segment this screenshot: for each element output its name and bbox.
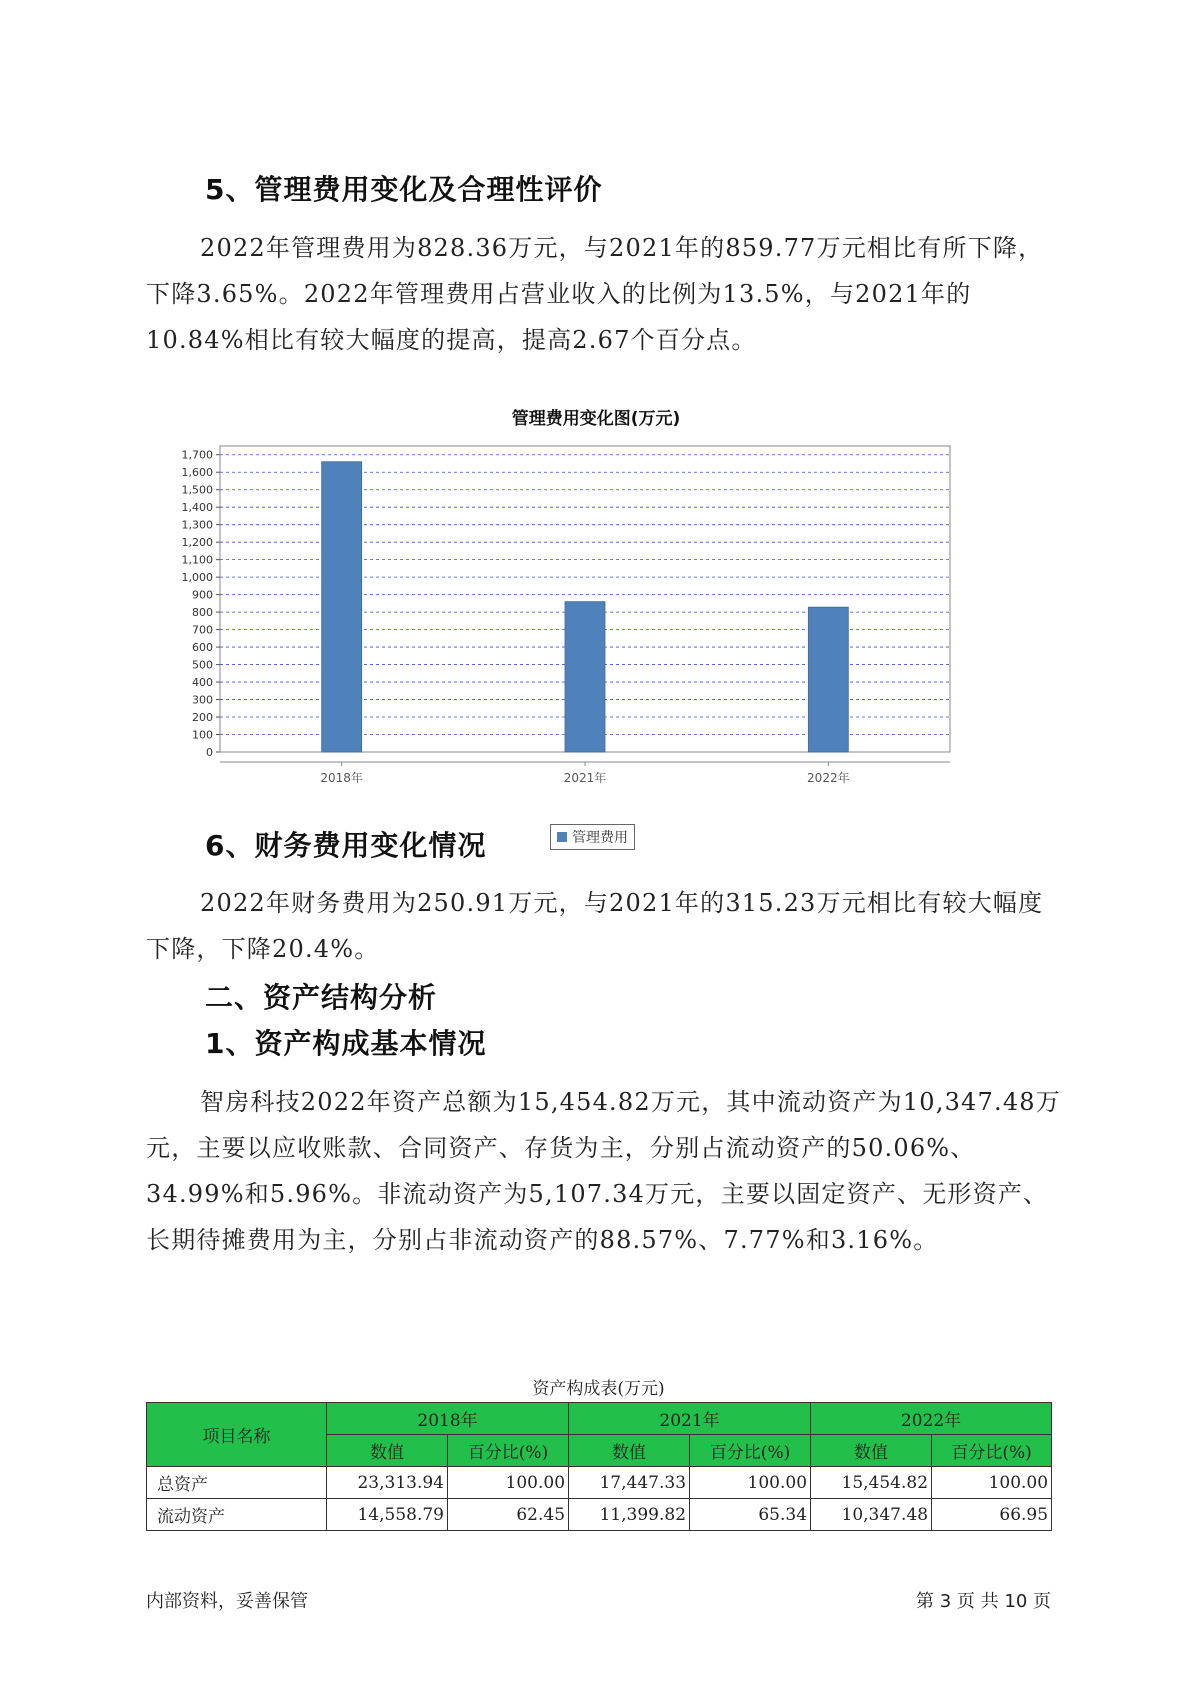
legend-swatch bbox=[557, 832, 567, 842]
cell-value: 10,347.48 bbox=[811, 1499, 932, 1531]
cell-value: 14,558.79 bbox=[327, 1499, 448, 1531]
bar bbox=[808, 607, 848, 752]
header-year: 2021年 bbox=[569, 1403, 811, 1435]
legend-label: 管理费用 bbox=[572, 830, 628, 846]
y-tick-label: 200 bbox=[192, 711, 213, 725]
y-tick-label: 1,300 bbox=[181, 518, 213, 532]
header-year: 2018年 bbox=[327, 1403, 569, 1435]
subheader-percent: 百分比(%) bbox=[448, 1435, 569, 1467]
x-tick-label: 2021年 bbox=[563, 771, 607, 785]
y-tick-label: 1,500 bbox=[181, 483, 213, 497]
row-label: 流动资产 bbox=[147, 1499, 327, 1531]
x-tick-label: 2022年 bbox=[807, 771, 850, 785]
table-row bbox=[147, 1499, 1052, 1531]
paragraph-finance-expense: 2022年财务费用为250.91万元，与2021年的315.23万元相比有较大幅度下降，下降20.4%。 bbox=[146, 889, 1044, 963]
y-tick-label: 1,600 bbox=[181, 466, 213, 480]
y-tick-label: 800 bbox=[192, 606, 213, 620]
chart-title: 管理费用变化图(万元) bbox=[511, 409, 681, 429]
subheader-percent: 百分比(%) bbox=[690, 1435, 811, 1467]
cell-percent: 100.00 bbox=[690, 1467, 811, 1499]
cell-percent: 65.34 bbox=[690, 1499, 811, 1531]
footer-page-number: 第 3 页 共 10 页 bbox=[916, 1591, 1051, 1612]
section-heading-asset-composition: 1、资产构成基本情况 bbox=[205, 1027, 487, 1060]
subheader-value: 数值 bbox=[327, 1435, 448, 1467]
cell-percent: 62.45 bbox=[448, 1499, 569, 1531]
chart-canvas bbox=[146, 400, 1046, 820]
subheader-percent: 百分比(%) bbox=[932, 1435, 1052, 1467]
row-label: 总资产 bbox=[147, 1467, 327, 1499]
y-tick-label: 500 bbox=[192, 658, 213, 672]
subheader-value: 数值 bbox=[569, 1435, 690, 1467]
paragraph-asset-composition: 智房科技2022年资产总额为15,454.82万元，其中流动资产为10,347.48万元，主要以应收账款、合同资产、存货为主，分别占流动资产的50.06%、34.99%和5.96%。非流动资产为5,107.34万元，主要以固定资产、无形资产、长期待摊费用为主，分别占非流动资产的88.57%、7.77%和3.16%。 bbox=[146, 1088, 1061, 1254]
y-tick-label: 1,700 bbox=[181, 448, 213, 462]
cell-value: 15,454.82 bbox=[811, 1467, 932, 1499]
cell-percent: 100.00 bbox=[932, 1467, 1052, 1499]
cell-value: 23,313.94 bbox=[327, 1467, 448, 1499]
header-item-name: 项目名称 bbox=[147, 1403, 327, 1467]
header-year: 2022年 bbox=[811, 1403, 1052, 1435]
bar bbox=[565, 602, 605, 752]
bar bbox=[322, 462, 362, 752]
x-tick-label: 2018年 bbox=[320, 771, 363, 785]
section-heading-5: 5、管理费用变化及合理性评价 bbox=[205, 173, 603, 206]
cell-value: 17,447.33 bbox=[569, 1467, 690, 1499]
paragraph-admin-expense: 2022年管理费用为828.36万元，与2021年的859.77万元相比有所下降，下降3.65%。2022年管理费用占营业收入的比例为13.5%，与2021年的10.84%相比有较大幅度的提高，提高2.67个百分点。 bbox=[146, 234, 1044, 354]
y-tick-label: 400 bbox=[192, 676, 213, 690]
cell-percent: 100.00 bbox=[448, 1467, 569, 1499]
y-tick-label: 0 bbox=[206, 746, 213, 759]
table-row bbox=[147, 1467, 1052, 1499]
table-header-row bbox=[147, 1403, 1052, 1435]
y-tick-label: 1,200 bbox=[181, 536, 213, 550]
asset-table bbox=[146, 1402, 1052, 1531]
table-caption: 资产构成表(万元) bbox=[532, 1379, 665, 1399]
y-tick-label: 100 bbox=[192, 728, 213, 742]
subheader-value: 数值 bbox=[811, 1435, 932, 1467]
footer-confidential-note: 内部资料，妥善保管 bbox=[146, 1591, 308, 1612]
y-tick-label: 700 bbox=[192, 623, 213, 637]
y-tick-label: 1,100 bbox=[181, 553, 213, 567]
y-tick-label: 600 bbox=[192, 641, 213, 655]
section-heading-6: 6、财务费用变化情况 bbox=[205, 829, 487, 862]
y-tick-label: 1,000 bbox=[181, 571, 213, 585]
section-heading-assets: 二、资产结构分析 bbox=[205, 981, 438, 1014]
chart-legend bbox=[550, 824, 635, 850]
y-tick-label: 1,400 bbox=[181, 501, 213, 515]
y-tick-label: 900 bbox=[192, 588, 213, 602]
admin-expense-chart bbox=[146, 400, 1046, 860]
cell-percent: 66.95 bbox=[932, 1499, 1052, 1531]
cell-value: 11,399.82 bbox=[569, 1499, 690, 1531]
y-tick-label: 300 bbox=[192, 693, 213, 707]
